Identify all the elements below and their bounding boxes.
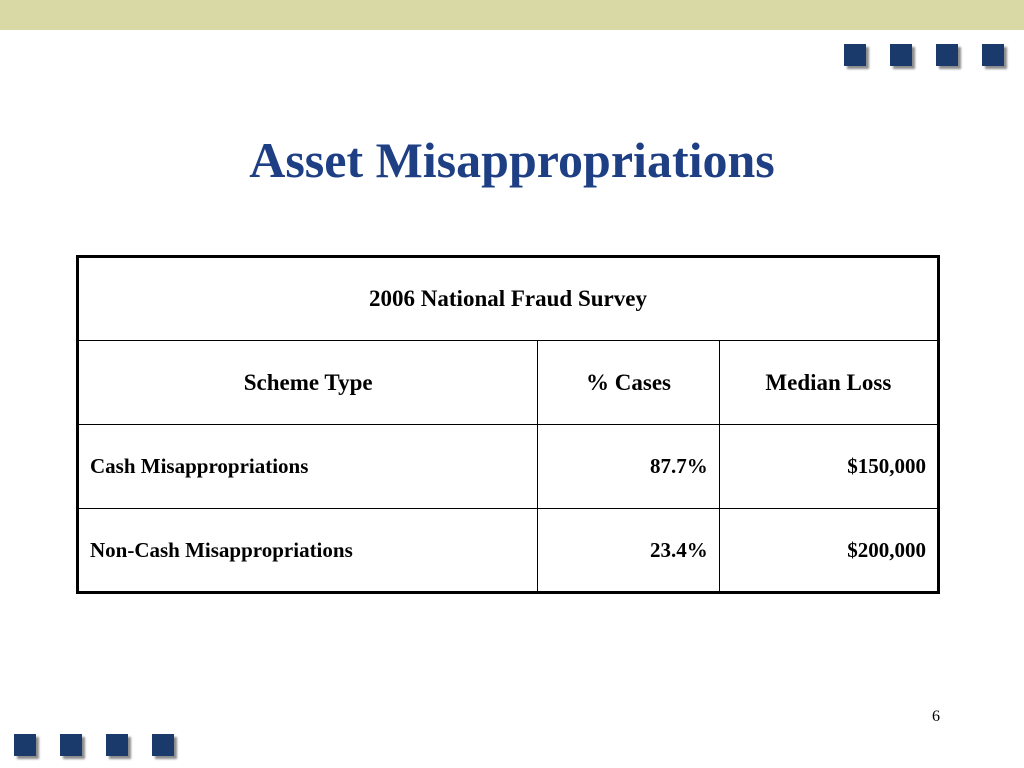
scheme-type-cell: Non-Cash Misappropriations: [78, 509, 538, 593]
square-icon: [14, 734, 36, 756]
scheme-type-cell: Cash Misappropriations: [78, 425, 538, 509]
cases-percent-cell: 87.7%: [538, 425, 719, 509]
median-loss-cell: $150,000: [719, 425, 938, 509]
column-header-cases: % Cases: [538, 341, 719, 425]
page-number: 6: [932, 708, 940, 725]
table-caption-row: [78, 257, 939, 341]
top-decorative-bar: [0, 0, 1024, 30]
table-caption: 2006 National Fraud Survey: [78, 257, 939, 341]
square-icon: [152, 734, 174, 756]
square-icon: [982, 44, 1004, 66]
table-row: [78, 509, 939, 593]
fraud-survey-table: [76, 255, 940, 594]
column-header-scheme-type: Scheme Type: [78, 341, 538, 425]
square-icon: [936, 44, 958, 66]
square-icon: [844, 44, 866, 66]
square-icon: [890, 44, 912, 66]
table-row: [78, 425, 939, 509]
table-header-row: [78, 341, 939, 425]
slide-title: Asset Misappropriations: [249, 132, 775, 188]
top-square-decoration: [844, 44, 1004, 66]
square-icon: [106, 734, 128, 756]
column-header-median-loss: Median Loss: [719, 341, 938, 425]
square-icon: [60, 734, 82, 756]
bottom-square-decoration: [14, 734, 174, 756]
cases-percent-cell: 23.4%: [538, 509, 719, 593]
median-loss-cell: $200,000: [719, 509, 938, 593]
